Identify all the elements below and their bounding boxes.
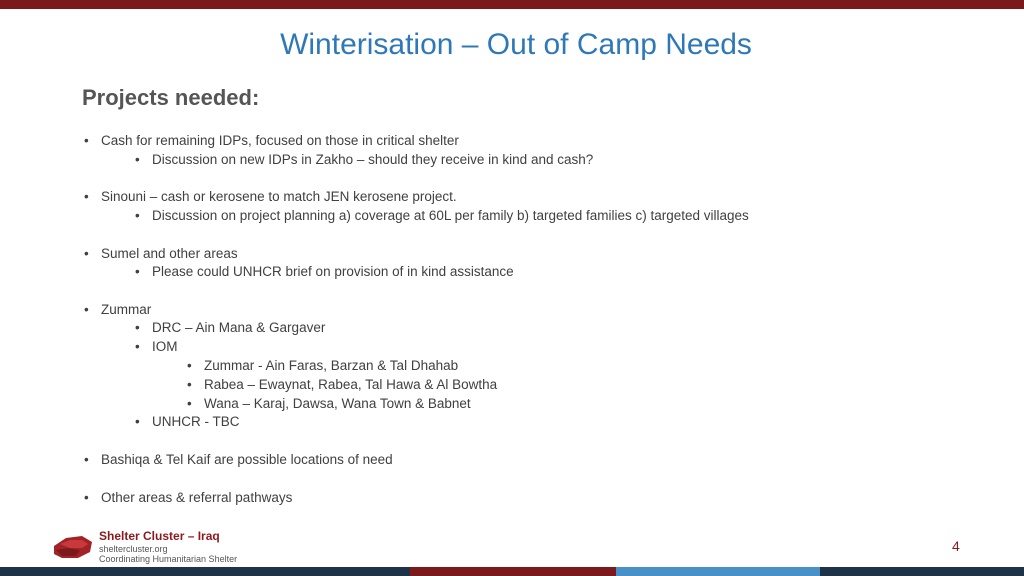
- bullet-dot: •: [187, 377, 192, 392]
- bullet-dot: •: [135, 339, 140, 354]
- bullet-text: Sumel and other areas: [101, 246, 238, 261]
- bullet-text: Rabea – Ewaynat, Rabea, Tal Hawa & Al Bowtha: [204, 377, 498, 392]
- bullet-item-level-2: [135, 208, 749, 223]
- footer-org-name: Shelter Cluster – Iraq: [99, 529, 220, 543]
- bullet-item-level-1: [84, 302, 152, 317]
- bullet-item-level-1: [84, 246, 238, 261]
- bullet-text: DRC – Ain Mana & Gargaver: [152, 320, 326, 335]
- bullet-item-level-2: [135, 152, 594, 167]
- bullet-text: Cash for remaining IDPs, focused on those in critical shelter: [101, 133, 459, 148]
- hands-shelter-icon: [52, 532, 94, 560]
- bullet-text: Wana – Karaj, Dawsa, Wana Town & Babnet: [204, 396, 471, 411]
- bullet-item-level-2: [135, 339, 178, 354]
- bullet-item-level-3: [187, 358, 459, 373]
- bullet-dot: •: [84, 189, 89, 204]
- page-number: 4: [952, 538, 960, 554]
- bullet-dot: •: [187, 396, 192, 411]
- bullet-item-level-3: [187, 377, 498, 392]
- bullet-dot: •: [84, 302, 89, 317]
- footer-tagline: Coordinating Humanitarian Shelter: [99, 554, 238, 564]
- bullet-dot: •: [135, 152, 140, 167]
- bullet-dot: •: [135, 264, 140, 279]
- bullet-text: Bashiqa & Tel Kaif are possible locations of need: [101, 452, 393, 467]
- bullet-text: UNHCR - TBC: [152, 414, 240, 429]
- bullet-dot: •: [135, 208, 140, 223]
- slide-title: Winterisation – Out of Camp Needs: [280, 28, 752, 61]
- bullet-dot: •: [135, 414, 140, 429]
- bullet-text: Sinouni – cash or kerosene to match JEN kerosene project.: [101, 189, 457, 204]
- bullet-text: Other areas & referral pathways: [101, 490, 293, 505]
- bullet-item-level-2: [135, 320, 326, 335]
- bullet-item-level-3: [187, 396, 471, 411]
- bullet-item-level-1: [84, 490, 293, 505]
- bullet-item-level-1: [84, 452, 393, 467]
- bullet-text: Zummar: [101, 302, 152, 317]
- bullet-text: Please could UNHCR brief on provision of in kind assistance: [152, 264, 514, 279]
- slide-subtitle: Projects needed:: [82, 85, 260, 110]
- bullet-dot: •: [84, 133, 89, 148]
- bullet-dot: •: [84, 452, 89, 467]
- bullet-text: IOM: [152, 339, 178, 354]
- bullet-text: Zummar - Ain Faras, Barzan & Tal Dhahab: [204, 358, 459, 373]
- bullet-dot: •: [84, 246, 89, 261]
- bullet-item-level-1: [84, 189, 457, 204]
- bullet-dot: •: [135, 320, 140, 335]
- bullet-text: Discussion on project planning a) coverage at 60L per family b) targeted families c) targeted villages: [152, 208, 749, 223]
- bullet-dot: •: [187, 358, 192, 373]
- bullet-item-level-2: [135, 264, 514, 279]
- bottom-accent-bar: [0, 567, 1024, 576]
- bullet-text: Discussion on new IDPs in Zakho – should they receive in kind and cash?: [152, 152, 594, 167]
- bullet-item-level-2: [135, 414, 240, 429]
- bullet-item-level-1: [84, 133, 459, 148]
- footer-website: sheltercluster.org: [99, 544, 168, 554]
- bullet-dot: •: [84, 490, 89, 505]
